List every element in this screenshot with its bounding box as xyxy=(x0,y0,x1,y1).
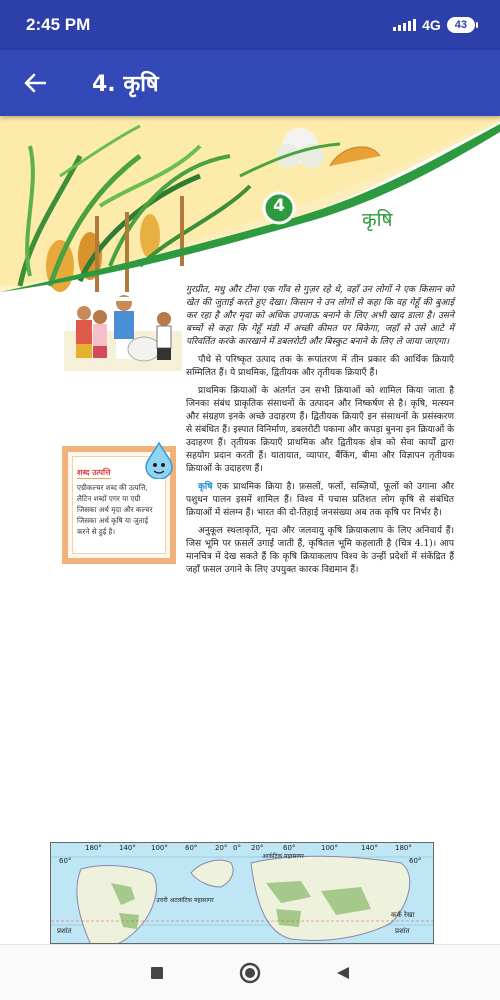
map-image xyxy=(51,843,434,944)
network-type: 4G xyxy=(422,17,441,33)
map-arctic-ocean-label: आर्कटिक महासागर xyxy=(262,853,304,860)
map-lng-180w: 180° xyxy=(85,844,102,852)
map-lng-140w: 140° xyxy=(119,844,136,852)
chapter-banner-image xyxy=(0,116,500,292)
signal-icon xyxy=(393,19,416,31)
chapter-heading: कृषि xyxy=(362,209,393,231)
battery-icon xyxy=(447,17,478,33)
map-lat-right: 60° xyxy=(409,857,422,865)
map-lng-20w: 20° xyxy=(215,844,228,852)
map-atlantic-ocean-label: उत्तरी अटलांटिक महासागर xyxy=(156,897,214,904)
water-drop-mascot-icon xyxy=(142,441,176,479)
map-pacific-left-label: प्रशांत xyxy=(57,927,72,935)
system-back-button[interactable] xyxy=(328,958,358,988)
map-lat-left: 60° xyxy=(59,857,72,865)
keyword-agriculture[interactable]: कृषि xyxy=(198,482,213,492)
map-lng-180e: 180° xyxy=(395,844,412,852)
status-bar xyxy=(0,0,500,50)
map-tropic-label: कर्क रेखा xyxy=(391,911,415,919)
app-bar xyxy=(0,50,500,116)
chapter-number-badge: 4 xyxy=(273,196,285,216)
arrow-left-icon xyxy=(24,73,46,93)
map-pacific-right-label: प्रशांत xyxy=(395,927,410,935)
system-navigation-bar xyxy=(0,944,500,1000)
battery-level: 43 xyxy=(447,17,475,33)
book-page[interactable] xyxy=(0,116,500,944)
map-lng-60w: 60° xyxy=(185,844,198,852)
paragraph-economic-activities: पौधे से परिष्कृत उत्पाद तक के रूपांतरण में तीन प्रकार की आर्थिक क्रियाएँ सम्मिलित हैं। ये प्राथमिक, द्वितीयक और तृतीयक क्रियाएँ हैं। xyxy=(186,355,454,378)
triangle-back-icon xyxy=(335,965,351,981)
word-origin-text: एग्रीकल्चर शब्द की उत्पत्ति, लैटिन शब्दों एगर या एग्री जिसका अर्थ मृदा और कल्चर जिसका अर्थ कृषि या जुताई करने से हुई है। xyxy=(77,483,153,536)
chapter-text xyxy=(186,284,454,582)
paragraph-arable-land: अनुकूल स्थलाकृति, मृदा और जलवायु कृषि क्रियाकलाप के लिए अनिवार्य हैं। जिस भूमि पर फ़सलें उगाई जाती हैं, कृषितल भूमि कहलाती है (चित्र 4.1)। आप मानचित्र में देख सकते हैं कि कृषि क्रियाकलाप विश्व के उन्हीं प्रदेशों में संकेंद्रित हैं जहाँ फ़सल उगाने के लिए उपयुक्त कारक विद्यमान हैं। xyxy=(186,526,454,575)
world-agriculture-map xyxy=(50,842,434,944)
status-indicators xyxy=(393,17,478,33)
page-title: 4. कृषि xyxy=(92,72,159,97)
circle-home-icon xyxy=(238,961,262,985)
home-button[interactable] xyxy=(235,958,265,988)
paragraph-agriculture-text: एक प्राथमिक क्रिया है। फ़सलों, फलों, सब्ज़ियों, फूलों को उगाना और पशुधन पालन इसमें शामिल हैं। विश्व में पचास प्रतिशत लोग कृषि से संबंधित क्रियाओं में संलग्न हैं। भारत की दो-तिहाई जनसंख्या अब तक कृषि पर निर्भर है। xyxy=(186,482,454,518)
map-lng-100w: 100° xyxy=(151,844,168,852)
paragraph-intro: गुरप्रीत, मधु और टीना एक गाँव से गुज़र रहे थे, वहाँ उन लोगों ने एक किसान को खेत की जुताई करते हुए देखा। किसान ने उन लोगों से कहा कि वह गेहूँ की बुआई कर रहा है और मृदा को अधिक उपजाऊ बनाने के लिए अभी खाद डाला है। उसने बच्चों से कहा कि गेहूँ मंडी में अच्छी कीमत पर बिकेगा, जहाँ से उसे आटे में परिवर्तित करके कारखाने में डबलरोटी और बिस्कुट बनाने के लिए ले जाया जाएगा। xyxy=(186,285,454,347)
status-time: 2:45 PM xyxy=(26,15,91,34)
children-farmer-illustration xyxy=(64,291,182,371)
paragraph-agriculture xyxy=(186,481,454,520)
paragraph-activity-types: प्राथमिक क्रियाओं के अंतर्गत उन सभी क्रियाओं को शामिल किया जाता है जिनका संबंध प्राकृतिक संसाधनों के उत्पादन और निष्कर्षण से है। कृषि, मत्स्यन और संग्रहण इनके अच्छे उदाहरण हैं। द्वितीयक क्रियाएँ इन संसाधनों के प्रसंस्करण से संबंधित हैं। इस्पात विनिर्माण, डबलरोटी पकाना और कपड़ा बुनना इन क्रियाओं के उदाहरण हैं। तृतीयक क्रियाएँ प्राथमिक और द्वितीयक क्षेत्र को सेवा कार्यों द्वारा सहयोग प्रदान करती हैं। यातायात, व्यापार, बैंकिंग, बीमा और विज्ञापन तृतीयक क्रियाओं के उदाहरण हैं। xyxy=(186,386,454,474)
map-lng-100e: 100° xyxy=(321,844,338,852)
map-lng-20e: 20° xyxy=(251,844,264,852)
square-icon xyxy=(150,966,164,980)
back-button[interactable] xyxy=(0,50,70,116)
recents-button[interactable] xyxy=(142,958,172,988)
map-lng-60e: 60° xyxy=(283,844,296,852)
map-lng-140e: 140° xyxy=(361,844,378,852)
map-lng-0: 0° xyxy=(233,844,241,852)
word-origin-title: शब्द उत्पत्ति xyxy=(77,467,111,477)
